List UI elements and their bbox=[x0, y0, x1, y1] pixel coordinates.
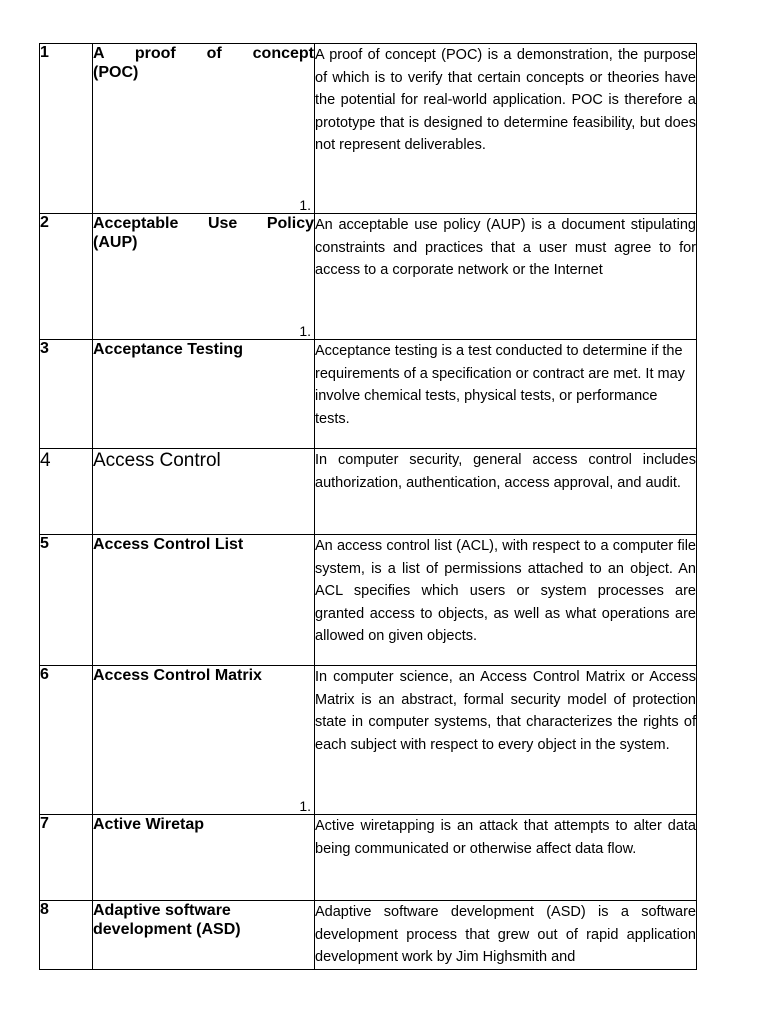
term-cell bbox=[93, 44, 315, 214]
row-number: 2 bbox=[40, 214, 93, 340]
table-row bbox=[40, 535, 697, 666]
term-cell: Adaptive software development (ASD) bbox=[93, 901, 315, 970]
term-text: Acceptable Use Policy bbox=[93, 215, 314, 232]
term-cell bbox=[93, 214, 315, 340]
term-text: (POC) bbox=[93, 64, 139, 81]
term-cell: Access Control bbox=[93, 449, 315, 535]
row-number: 5 bbox=[40, 535, 93, 666]
row-number: 1 bbox=[40, 44, 93, 214]
list-marker: 1. bbox=[299, 798, 311, 814]
term-cell: Access Control List bbox=[93, 535, 315, 666]
row-number: 7 bbox=[40, 815, 93, 901]
glossary-table bbox=[39, 43, 697, 970]
row-number: 4 bbox=[40, 449, 93, 535]
term-cell bbox=[93, 666, 315, 815]
definition-cell: An acceptable use policy (AUP) is a document stipulating constraints and practices that a user must agree to for access to a corporate network or the Internet bbox=[315, 214, 697, 340]
row-number: 6 bbox=[40, 666, 93, 815]
list-marker: 1. bbox=[299, 323, 311, 339]
definition-cell: Active wiretapping is an attack that attempts to alter data being communicated or otherwise affect data flow. bbox=[315, 815, 697, 901]
term-cell: Acceptance Testing bbox=[93, 340, 315, 449]
list-marker: 1. bbox=[299, 197, 311, 213]
term-text: A proof of concept bbox=[93, 45, 314, 62]
table-row bbox=[40, 340, 697, 449]
definition-cell: Adaptive software development (ASD) is a software development process that grew out of rapid application development work by Jim Highsmith and bbox=[315, 901, 697, 970]
table-row bbox=[40, 449, 697, 535]
definition-text: Acceptance testing is a test conducted to determine if the requirements of a specification or contract are met. It may involve chemical tests, physical tests, or performance tests. bbox=[315, 343, 685, 427]
definition-cell: In computer security, general access control includes authorization, authentication, access approval, and audit. bbox=[315, 449, 697, 535]
table-row bbox=[40, 901, 697, 970]
term-cell: Active Wiretap bbox=[93, 815, 315, 901]
row-number: 3 bbox=[40, 340, 93, 449]
table-row bbox=[40, 815, 697, 901]
definition-cell bbox=[315, 340, 697, 449]
definition-cell: A proof of concept (POC) is a demonstration, the purpose of which is to verify that certain concepts or theories have the potential for real-world application. POC is therefore a prototype that is designed to determine feasibility, but does not represent deliverables. bbox=[315, 44, 697, 214]
table-row bbox=[40, 666, 697, 815]
table-row bbox=[40, 214, 697, 340]
term-text: (AUP) bbox=[93, 234, 138, 251]
row-number: 8 bbox=[40, 901, 93, 970]
definition-cell: In computer science, an Access Control Matrix or Access Matrix is an abstract, formal security model of protection state in computer systems, that characterizes the rights of each subject with respect to every object in the system. bbox=[315, 666, 697, 815]
table-row bbox=[40, 44, 697, 214]
definition-cell: An access control list (ACL), with respect to a computer file system, is a list of permissions attached to an object. An ACL specifies which users or system processes are granted access to objects, as well as what operations are allowed on given objects. bbox=[315, 535, 697, 666]
term-text: Access Control Matrix bbox=[93, 667, 262, 684]
